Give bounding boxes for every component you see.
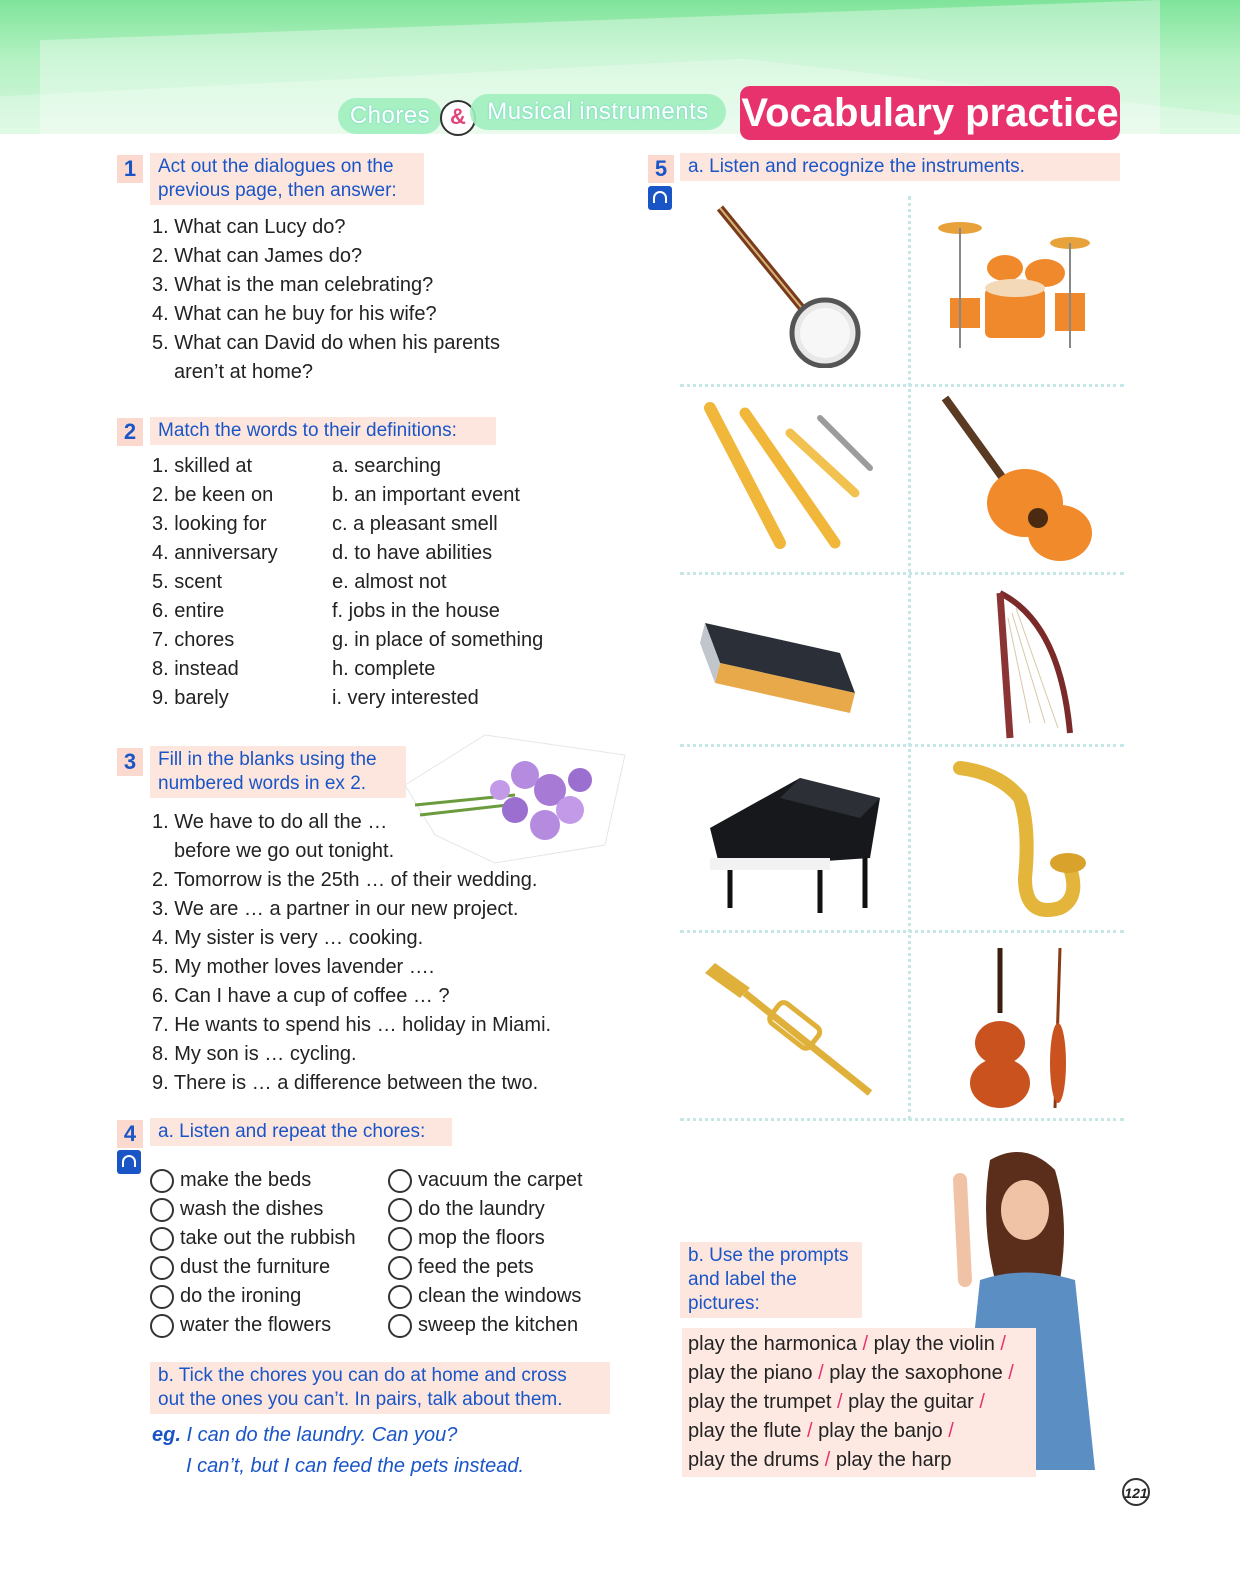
exercise-number: 3 [117,748,143,776]
checkbox-circle[interactable] [150,1285,174,1309]
list-item: 4. anniversary [152,542,278,564]
list-item: 4. My sister is very … cooking. [152,927,424,949]
piano-image [690,758,890,928]
prompt-line: play the flute / play the banjo / [688,1420,954,1442]
ampersand-icon: & [440,100,476,136]
guitar-image [920,393,1120,563]
list-item: 2. be keen on [152,484,274,506]
list-item: f. jobs in the house [332,600,500,622]
chore-item: do the laundry [388,1195,545,1224]
chore-item: do the ironing [150,1282,301,1311]
list-item: 8. instead [152,658,239,680]
list-item: 5. My mother loves lavender …. [152,956,435,978]
chore-item: sweep the kitchen [388,1311,578,1340]
definition-list [332,452,543,713]
list-item: 1. skilled at [152,455,253,477]
exercise-instruction: Match the words to their definitions: [150,417,496,445]
instruction-line: numbered words in ex 2. [158,773,367,794]
checkbox-circle[interactable] [388,1285,412,1309]
exercise-instruction [150,153,424,205]
page-number: 121 [1122,1478,1150,1506]
checkbox-circle[interactable] [150,1314,174,1338]
instruction-line: out the ones you can’t. In pairs, talk about them. [158,1389,563,1410]
list-item: d. to have abilities [332,542,493,564]
exercise-number: 5 [648,155,674,183]
list-item: 6. entire [152,600,225,622]
checkbox-circle[interactable] [388,1256,412,1280]
checkbox-circle[interactable] [388,1198,412,1222]
chore-item: take out the rubbish [150,1224,356,1253]
chore-item: mop the floors [388,1224,545,1253]
exercise-number: 1 [117,155,143,183]
instruction-line: b. Use the prompts [688,1245,849,1266]
prompt-box [682,1328,1036,1477]
harp-image [920,583,1120,753]
chore-item: vacuum the carpet [388,1166,583,1195]
instruction-line: previous page, then answer: [158,180,397,201]
prompt-line: play the piano / play the saxophone / [688,1362,1014,1384]
prompt-line: play the drums / play the harp [688,1449,952,1471]
exercise-instruction [150,1362,610,1414]
checkbox-circle[interactable] [388,1314,412,1338]
checkbox-circle[interactable] [150,1256,174,1280]
exercise-instruction: a. Listen and repeat the chores: [150,1118,452,1146]
list-item: 5. scent [152,571,223,593]
checkbox-circle[interactable] [388,1227,412,1251]
list-item: 1. We have to do all the … [152,811,388,833]
list-item: e. almost not [332,571,447,593]
list-item: 4. What can he buy for his wife? [152,303,437,325]
chore-item: wash the dishes [150,1195,323,1224]
list-item: 7. chores [152,629,235,651]
list-item: 9. There is … a difference between the two. [152,1072,539,1094]
word-list [152,452,278,713]
exercise-number: 2 [117,418,143,446]
exercise-instruction [150,746,406,798]
flute-image [690,393,890,563]
example-dialogue [152,1420,524,1482]
page-title: Vocabulary practice [740,86,1120,140]
instruction-line: and label the [688,1269,797,1290]
list-item: 6. Can I have a cup of coffee … ? [152,985,450,1007]
trumpet-image [690,943,890,1113]
banjo-image [690,198,890,368]
chore-item: clean the windows [388,1282,581,1311]
example-line: I can’t, but I can feed the pets instead. [186,1455,524,1477]
headphones-icon[interactable] [117,1150,141,1174]
chore-item: make the beds [150,1166,311,1195]
list-item: c. a pleasant smell [332,513,498,535]
exercise-instruction [680,1242,862,1318]
checkbox-circle[interactable] [150,1198,174,1222]
list-item: 3. looking for [152,513,267,535]
list-item: 9. barely [152,687,229,709]
grid-divider [680,1118,1124,1121]
list-item: b. an important event [332,484,520,506]
list-item: a. searching [332,455,441,477]
list-item: h. complete [332,658,436,680]
chore-item: feed the pets [388,1253,534,1282]
example-label: eg. [152,1424,181,1446]
drums-image [920,198,1120,368]
list-item: 5. What can David do when his parents [152,332,500,354]
checkbox-circle[interactable] [388,1169,412,1193]
list-item: aren’t at home? [174,361,313,383]
saxophone-image [920,758,1120,928]
checkbox-circle[interactable] [150,1169,174,1193]
instruction-line: b. Tick the chores you can do at home and cross [158,1365,567,1386]
instrument-grid [680,188,1124,1120]
instruction-line: pictures: [688,1293,760,1314]
checkbox-circle[interactable] [150,1227,174,1251]
prompt-line: play the trumpet / play the guitar / [688,1391,985,1413]
topic-instruments-label: Musical instruments [470,94,726,130]
list-item: 8. My son is … cycling. [152,1043,357,1065]
list-item: 2. Tomorrow is the 25th … of their wedding. [152,869,538,891]
list-item: 3. What is the man celebrating? [152,274,434,296]
list-item: 3. We are … a partner in our new project. [152,898,519,920]
list-item: 1. What can Lucy do? [152,216,346,238]
prompt-line: play the harmonica / play the violin / [688,1333,1006,1355]
sentence-list [152,808,551,1098]
example-line: I can do the laundry. Can you? [186,1424,458,1446]
grid-divider [680,384,1124,387]
grid-divider [680,930,1124,933]
grid-divider [908,196,911,1120]
headphones-icon[interactable] [648,186,672,210]
instruction-line: Act out the dialogues on the [158,156,394,177]
chore-item: dust the furniture [150,1253,330,1282]
list-item: i. very interested [332,687,479,709]
exercise-number: 4 [117,1120,143,1148]
question-list [152,213,500,387]
list-item: before we go out tonight. [174,840,395,862]
exercise-instruction: a. Listen and recognize the instruments. [680,153,1120,181]
harmonica-image [690,583,890,753]
grid-divider [680,572,1124,575]
instruction-line: Fill in the blanks using the [158,749,377,770]
list-item: 2. What can James do? [152,245,363,267]
chore-item: water the flowers [150,1311,331,1340]
list-item: 7. He wants to spend his … holiday in Miami. [152,1014,552,1036]
topic-chores-label: Chores [338,98,442,134]
violin-image [920,943,1120,1113]
list-item: g. in place of something [332,629,544,651]
